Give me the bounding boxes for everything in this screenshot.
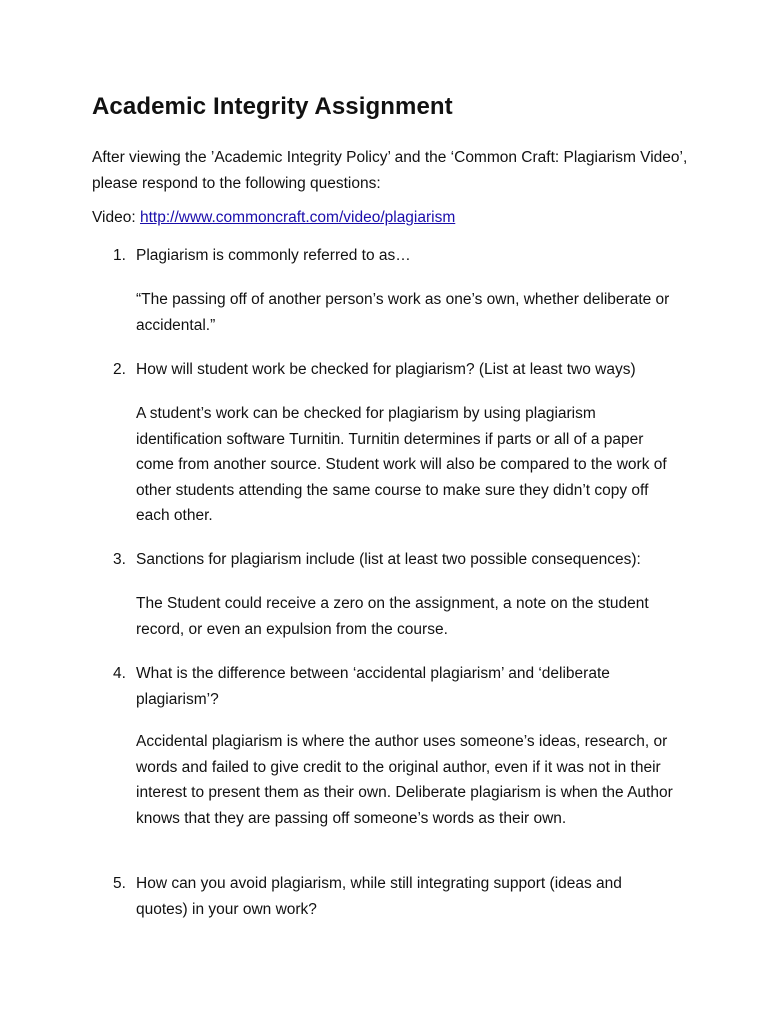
question-text: What is the difference between ‘accidental plagiarism’ and ‘deliberate plagiarism’? xyxy=(136,665,610,708)
question-text: How can you avoid plagiarism, while still integrating support (ideas and quotes) in your own work? xyxy=(136,875,622,918)
question-number: 2. xyxy=(113,361,126,378)
answer-3: The Student could receive a zero on the assignment, a note on the student record, or even an expulsion from the course. xyxy=(136,595,649,638)
answer-4: Accidental plagiarism is where the author uses someone’s ideas, research, or words and failed to give credit to the original author, even if it was not in their interest to present them as their own. Deliberate plagiarism is when the Author knows that they are passing off someone’s words as their own. xyxy=(136,733,673,827)
question-number: 3. xyxy=(113,551,126,568)
question-3 xyxy=(113,547,673,573)
question-text: Plagiarism is commonly referred to as… xyxy=(136,247,411,264)
answer-1: “The passing off of another person’s work as one’s own, whether deliberate or accidental.” xyxy=(136,291,670,334)
video-link[interactable]: http://www.commoncraft.com/video/plagiarism xyxy=(139,209,456,226)
question-4 xyxy=(113,661,673,713)
question-2 xyxy=(113,357,673,383)
question-text: Sanctions for plagiarism include (list at least two possible consequences): xyxy=(136,551,641,568)
question-5 xyxy=(113,871,673,923)
question-text: How will student work be checked for plagiarism? (List at least two ways) xyxy=(136,361,636,378)
intro-paragraph: After viewing the ’Academic Integrity Policy’ and the ‘Common Craft: Plagiarism Video’, please respond to the following questions: xyxy=(92,149,688,192)
question-number: 5. xyxy=(113,875,126,892)
question-number: 4. xyxy=(113,665,126,682)
question-number: 1. xyxy=(113,247,126,264)
question-1 xyxy=(113,243,673,269)
video-line xyxy=(92,205,455,231)
page-title: Academic Integrity Assignment xyxy=(92,93,453,120)
video-label: Video: xyxy=(92,209,140,226)
answer-2: A student’s work can be checked for plagiarism by using plagiarism identification software Turnitin. Turnitin determines if parts or all of a paper come from another source. Student work will also be compared to the work of other students attending the same course to make sure they didn’t copy off each other. xyxy=(136,405,667,524)
